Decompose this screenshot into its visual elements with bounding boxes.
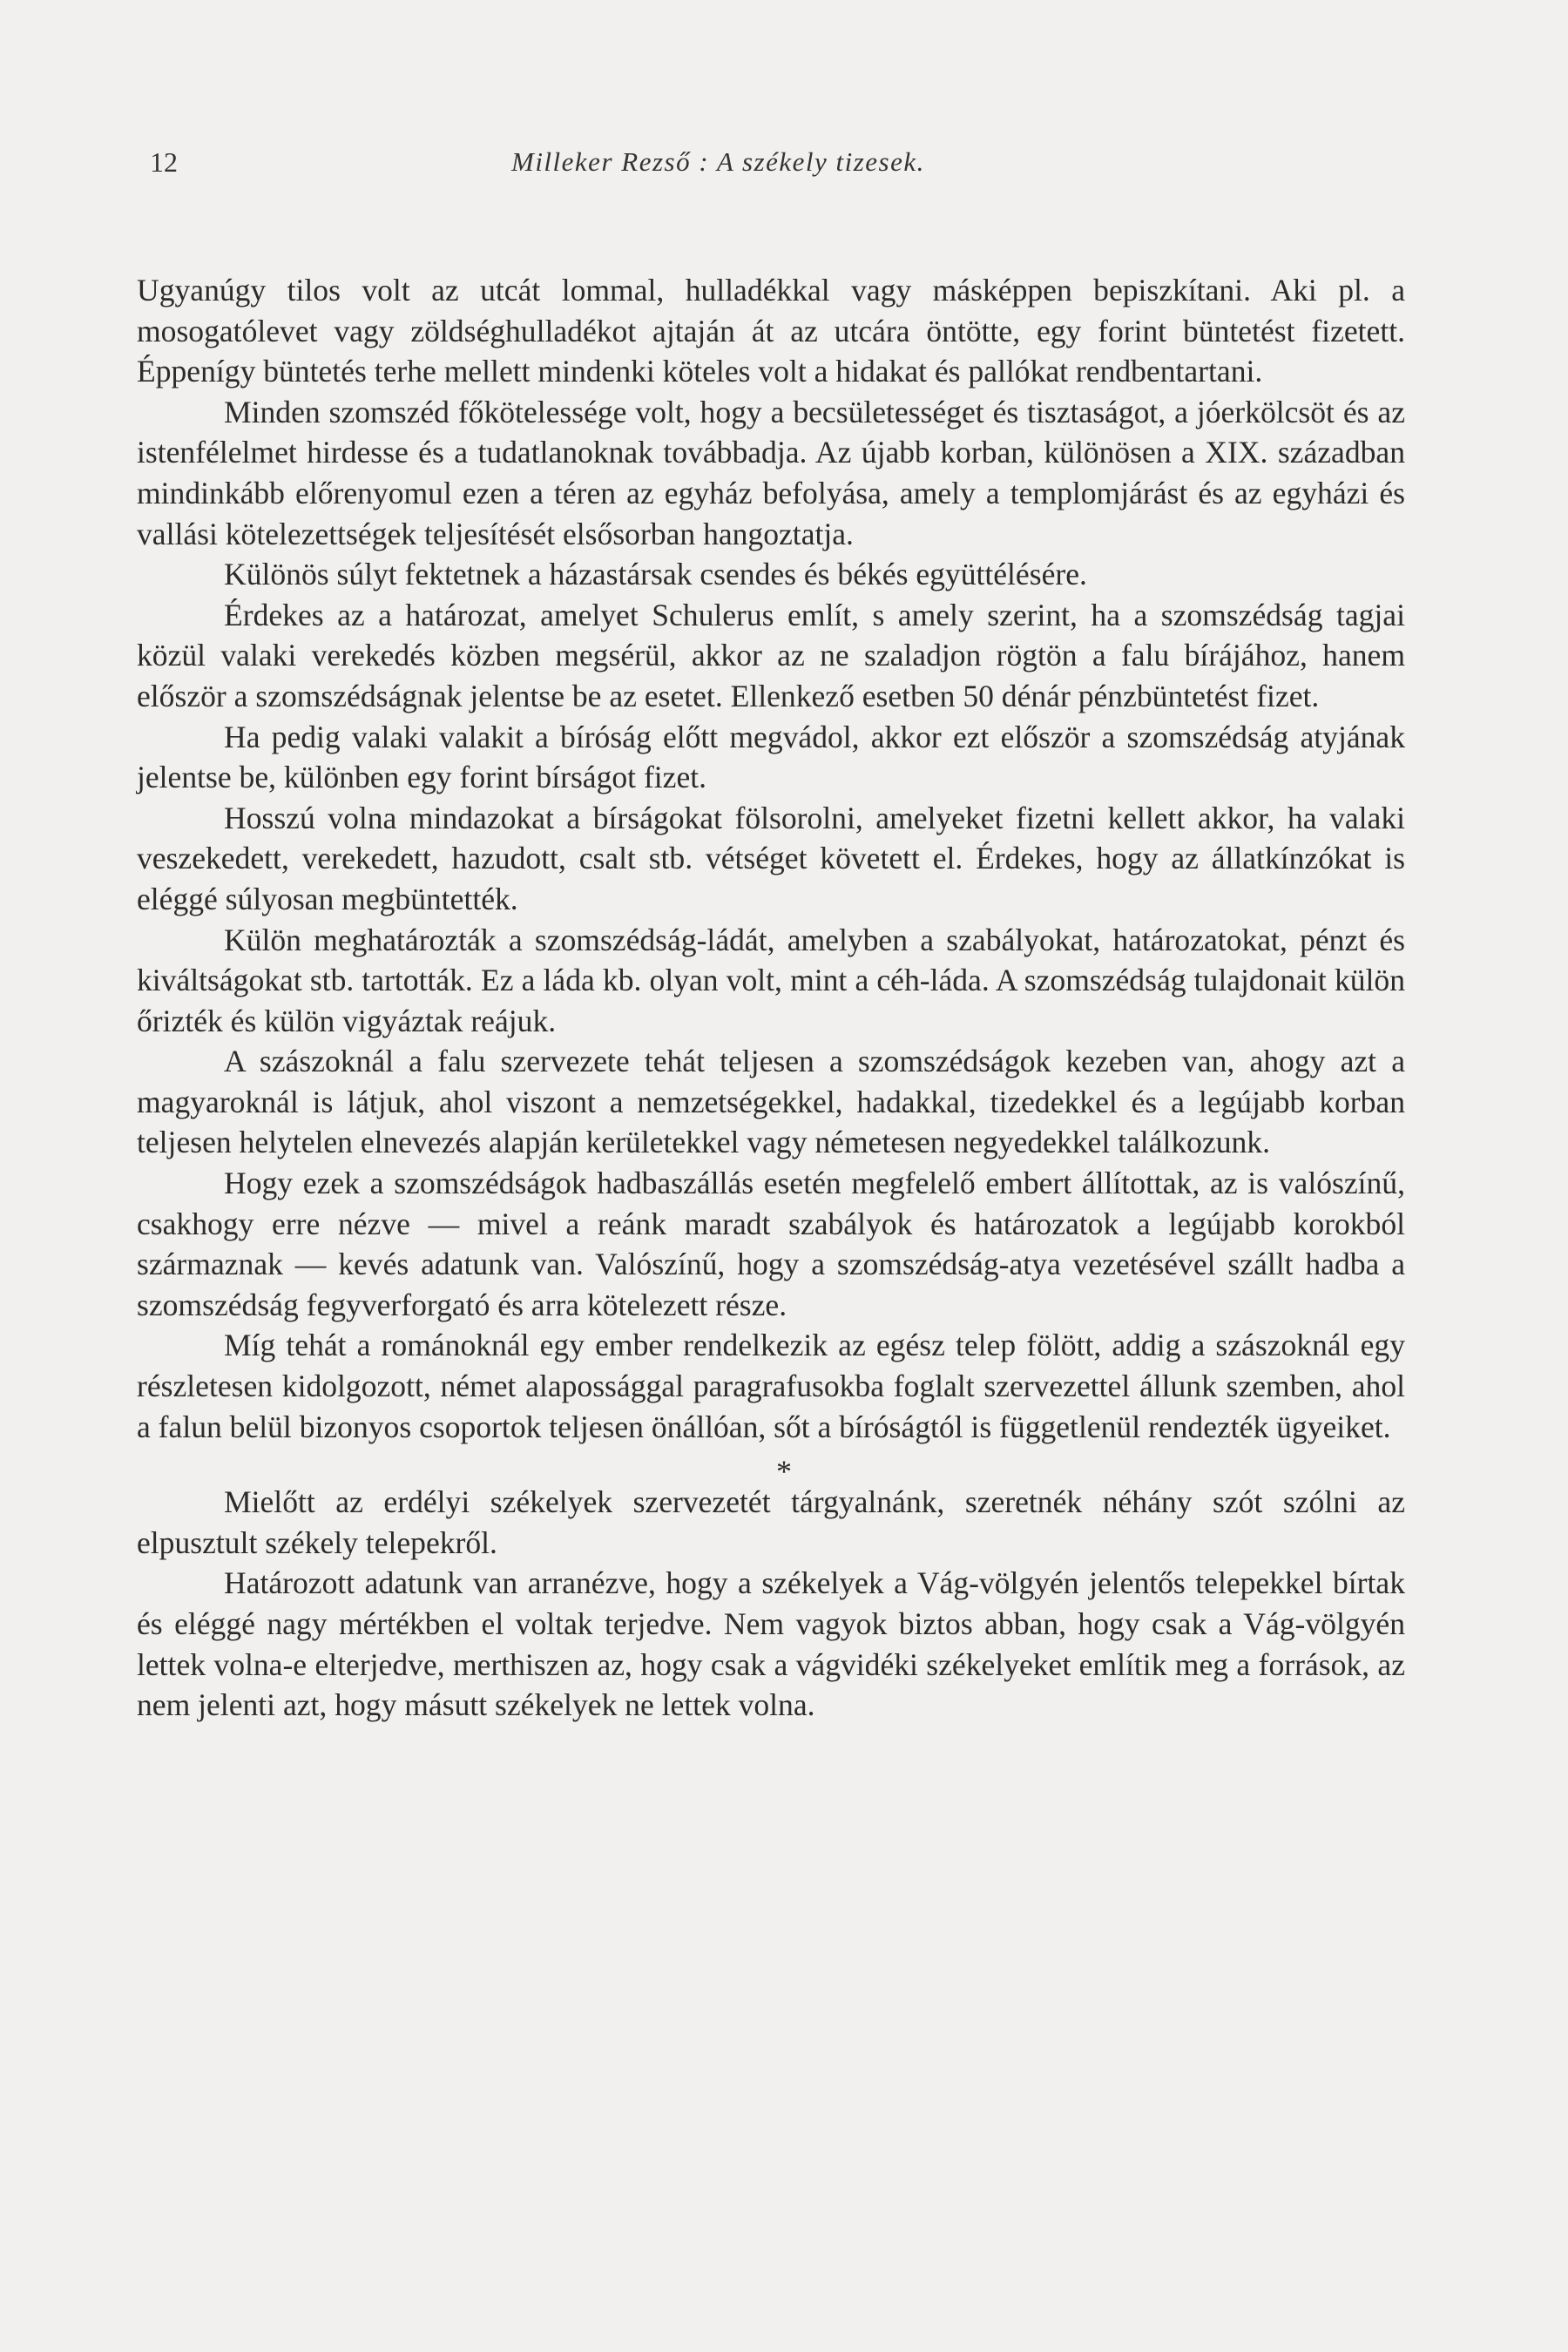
page-header	[150, 146, 1413, 181]
paragraph: Határozott adatunk van arranézve, hogy a székelyek a Vág-völgyén jelentős telepekkel bírtak és eléggé nagy mértékben el voltak terjedve. Nem vagyok biztos abban, hogy csak a Vág-völgyén lettek volna-e elterjedve, merthiszen az, hogy csak a vágvidéki székelyeket említik meg a források, az nem jelenti azt, hogy másutt székelyek ne lettek volna.	[137, 1565, 1405, 1723]
paragraph: Külön meghatározták a szomszédság-ládát, amelyben a szabályokat, határozatokat, pénzt és kiváltságokat stb. tartották. Ez a láda kb. olyan volt, mint a céh-láda. A szomszédság tulajdonait külön őrizték és külön vigyáztak reájuk.	[137, 922, 1405, 1038]
paragraph: Ugyanúgy tilos volt az utcát lommal, hulladékkal vagy másképpen bepiszkítani. Aki pl. a mosogatólevet vagy zöldséghulladékot ajtaján át az utcára öntötte, egy forint büntetést fizetett. Éppenígy büntetés terhe mellett mindenki köteles volt a hidakat és pallókat rendbentartani.	[137, 273, 1405, 389]
paragraph: Hosszú volna mindazokat a bírságokat fölsorolni, amelyeket fizetni kellett akkor, ha valaki veszekedett, verekedett, hazudott, csalt stb. vétséget követett el. Érdekes, hogy az állatkínzókat is eléggé súlyosan megbüntették.	[137, 800, 1405, 916]
paragraph: Minden szomszéd főkötelessége volt, hogy a becsületességet és tisztaságot, a jóerkölcsöt és az istenfélelmet hirdesse és a tudatlanoknak továbbadja. Az újabb korban, különösen a XIX. században mindinkább előrenyomul ezen a téren az egyház befolyása, amely a templomjárást és az egyházi és vallási kötelezettségek teljesítését elsősorban hangoztatja.	[137, 394, 1405, 551]
body-text	[137, 270, 1405, 1726]
paragraph: Érdekes az a határozat, amelyet Schulerus említ, s amely szerint, ha a szomszédság tagjai közül valaki verekedés közben megsérül, akkor az ne szaladjon rögtön a falu bírájához, hanem először a szomszédságnak jelentse be az esetet. Ellenkező esetben 50 dénár pénzbüntetést fizet.	[137, 597, 1405, 713]
paragraph: Mielőtt az erdélyi székelyek szervezetét tárgyalnánk, szeretnék néhány szót szólni az elpusztult székely telepekről.	[137, 1484, 1405, 1560]
paragraph: Hogy ezek a szomszédságok hadbaszállás esetén megfelelő embert állítottak, az is valószínű, csakhogy erre nézve — mivel a reánk maradt szabályok és határozatok a legújabb korokból származnak — kevés adatunk van. Valószínű, hogy a szomszédság-atya vezetésével szállt hadba a szomszédság fegyverforgató és arra kötelezett része.	[137, 1166, 1405, 1322]
paragraph: A szászoknál a falu szervezete tehát teljesen a szomszédságok kezeben van, ahogy azt a magyaroknál is látjuk, ahol viszont a nemzetségekkel, hadakkal, tizedekkel és a legújabb korban teljesen helytelen elnevezés alapján kerületekkel vagy németesen negyedekkel találkozunk.	[137, 1044, 1405, 1160]
paragraph: Míg tehát a románoknál egy ember rendelkezik az egész telep fölött, addig a szászoknál egy részletesen kidolgozott, német alapossággal paragrafusokba foglalt szervezettel állunk szemben, ahol a falun belül bizonyos csoportok teljesen önállóan, sőt a bíróságtól is függetlenül rendezték ügyeiket.	[137, 1328, 1405, 1444]
paragraph: Ha pedig valaki valakit a bíróság előtt megvádol, akkor ezt először a szomszédság atyjának jelentse be, különben egy forint bírságot fizet.	[137, 719, 1405, 795]
paragraph: Különös súlyt fektetnek a házastársak csendes és békés együttélésére.	[224, 557, 1087, 592]
section-separator: *	[776, 1454, 792, 1490]
running-head: Milleker Rezső : A székely tizesek.	[511, 146, 925, 177]
page-number: 12	[150, 146, 178, 178]
